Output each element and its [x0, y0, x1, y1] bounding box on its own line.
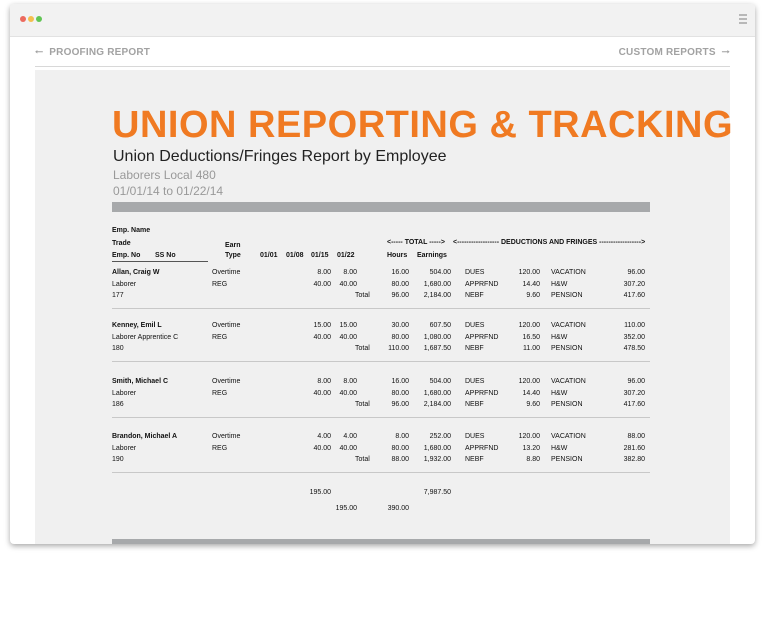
- header-type: Type: [225, 252, 241, 259]
- total-label: Total: [355, 456, 370, 463]
- date-3-hours: 8.00: [317, 378, 331, 385]
- header-earnings: Earnings: [417, 252, 447, 259]
- report-header-bar: [112, 202, 650, 212]
- fringe-name: VACATION: [551, 322, 586, 329]
- fringe-amount: 478.50: [623, 345, 645, 352]
- earn-type: Overtime: [212, 269, 241, 276]
- employee-separator: [112, 472, 650, 473]
- report-preview: [35, 70, 733, 544]
- custom-reports-link[interactable]: [619, 45, 730, 62]
- earn-type: REG: [212, 444, 228, 452]
- deduction-amount: 8.80: [526, 456, 540, 463]
- employee-name: Allan, Craig W: [112, 269, 160, 276]
- window-titlebar: [10, 4, 755, 37]
- browser-window: [10, 4, 755, 544]
- total-hours: 88.00: [391, 456, 409, 463]
- date-3-hours: 8.00: [317, 269, 331, 276]
- total-earnings: 2,184.00: [423, 292, 451, 299]
- report-date-range: 01/01/14 to 01/22/14: [113, 184, 224, 198]
- earn-type: Overtime: [212, 322, 241, 329]
- header-hours: Hours: [387, 252, 408, 259]
- total-hours: 80.00: [391, 444, 409, 452]
- employee-trade: Laborer: [112, 444, 137, 452]
- grand-total-date-4: 195.00: [335, 505, 357, 512]
- total-hours: 8.00: [395, 433, 409, 440]
- report-navigation: [35, 36, 730, 67]
- deduction-amount: 11.00: [523, 345, 540, 352]
- fringe-amount: 96.00: [627, 269, 645, 276]
- total-hours: 16.00: [391, 269, 409, 276]
- date-3-hours: 40.00: [313, 389, 331, 397]
- total-earnings: 607.50: [429, 322, 451, 329]
- total-earnings: 1,687.50: [423, 345, 451, 352]
- header-emp-no: Emp. No: [112, 252, 141, 259]
- header-ss-no: SS No: [155, 252, 176, 259]
- total-hours: 80.00: [391, 280, 409, 288]
- custom-reports-label: CUSTOM REPORTS: [618, 47, 716, 58]
- employee-trade: Laborer: [112, 389, 137, 397]
- total-hours: 96.00: [391, 292, 409, 299]
- header-trade: Trade: [112, 240, 131, 247]
- earn-type: REG: [212, 389, 228, 397]
- total-label: Total: [355, 345, 370, 352]
- date-4-hours: 40.00: [339, 389, 357, 397]
- date-4-hours: 8.00: [343, 269, 357, 276]
- report-footer-bar: [112, 539, 650, 544]
- deduction-amount: 16.50: [522, 333, 540, 341]
- header-underline: [112, 261, 208, 262]
- fringe-name: PENSION: [551, 292, 583, 299]
- minimize-window-button[interactable]: [28, 16, 34, 22]
- fringe-name: PENSION: [551, 456, 583, 463]
- deduction-amount: 9.60: [526, 401, 540, 408]
- deduction-name: DUES: [465, 269, 485, 276]
- proofing-report-label: PROOFING REPORT: [49, 47, 151, 58]
- employee-number: 186: [112, 401, 124, 408]
- deduction-name: NEBF: [465, 345, 484, 352]
- fringe-amount: 352.00: [623, 333, 645, 341]
- fringe-amount: 281.60: [623, 444, 645, 452]
- hamburger-icon[interactable]: [739, 14, 747, 24]
- deduction-amount: 9.60: [526, 292, 540, 299]
- date-3-hours: 15.00: [313, 322, 331, 329]
- date-4-hours: 15.00: [339, 322, 357, 329]
- date-4-hours: 40.00: [339, 333, 357, 341]
- deduction-name: DUES: [465, 378, 485, 385]
- total-hours: 80.00: [391, 333, 409, 341]
- deduction-name: APPRFND: [465, 280, 499, 288]
- date-4-hours: 4.00: [343, 433, 357, 440]
- total-earnings: 504.00: [429, 269, 451, 276]
- report-local: Laborers Local 480: [113, 168, 216, 182]
- header-date-2: 01/08: [286, 252, 304, 259]
- date-3-hours: 40.00: [313, 280, 331, 288]
- fringe-name: VACATION: [551, 433, 586, 440]
- deduction-name: APPRFND: [465, 389, 499, 397]
- maximize-window-button[interactable]: [36, 16, 42, 22]
- fringe-name: H&W: [551, 389, 568, 397]
- deduction-amount: 14.40: [522, 389, 540, 397]
- total-hours: 30.00: [391, 322, 409, 329]
- fringe-name: VACATION: [551, 269, 586, 276]
- fringe-amount: 110.00: [624, 322, 645, 329]
- fringe-amount: 382.80: [623, 456, 645, 463]
- employee-number: 180: [112, 345, 124, 352]
- employee-name: Brandon, Michael A: [112, 433, 178, 440]
- fringe-name: PENSION: [551, 345, 583, 352]
- grand-total-hours: 390.00: [387, 505, 409, 512]
- date-3-hours: 4.00: [317, 433, 331, 440]
- fringe-amount: 417.60: [623, 292, 645, 299]
- fringe-amount: 307.20: [623, 389, 645, 397]
- arrow-left-icon: 🠀: [35, 47, 44, 58]
- total-hours: 96.00: [391, 401, 409, 408]
- report-subtitle: Union Deductions/Fringes Report by Employee: [113, 148, 447, 165]
- fringe-amount: 307.20: [623, 280, 645, 288]
- deduction-name: NEBF: [465, 456, 484, 463]
- grand-total-date-3: 195.00: [309, 489, 331, 496]
- total-earnings: 252.00: [429, 433, 451, 440]
- close-window-button[interactable]: [20, 16, 26, 22]
- total-label: Total: [355, 292, 370, 299]
- deduction-name: APPRFND: [465, 333, 499, 341]
- fringe-name: VACATION: [551, 378, 586, 385]
- employee-name: Kenney, Emil L: [112, 322, 162, 329]
- earn-type: REG: [212, 333, 228, 341]
- header-deductions-group: <------------------ DEDUCTIONS AND FRINGES ------------------>: [453, 239, 646, 246]
- deduction-amount: 13.20: [522, 444, 540, 452]
- fringe-name: H&W: [551, 280, 568, 288]
- employee-separator: [112, 308, 650, 309]
- earn-type: Overtime: [212, 378, 241, 385]
- header-date-3: 01/15: [311, 252, 329, 259]
- header-date-4: 01/22: [337, 252, 355, 259]
- fringe-name: PENSION: [551, 401, 583, 408]
- date-4-hours: 40.00: [339, 444, 357, 452]
- earn-type: REG: [212, 280, 228, 288]
- total-label: Total: [355, 401, 370, 408]
- grand-total-earnings: 7,987.50: [423, 489, 451, 496]
- header-date-1: 01/01: [260, 252, 278, 259]
- employee-number: 177: [112, 292, 124, 299]
- date-4-hours: 8.00: [343, 378, 357, 385]
- proofing-report-link[interactable]: [35, 45, 150, 62]
- fringe-name: H&W: [551, 333, 568, 341]
- employee-separator: [112, 417, 650, 418]
- deduction-amount: 120.00: [518, 269, 540, 276]
- deduction-amount: 120.00: [518, 433, 540, 440]
- date-3-hours: 40.00: [313, 333, 331, 341]
- total-earnings: 1,680.00: [423, 280, 451, 288]
- total-hours: 80.00: [391, 389, 409, 397]
- fringe-amount: 88.00: [627, 433, 645, 440]
- total-hours: 16.00: [391, 378, 409, 385]
- fringe-amount: 417.60: [623, 401, 645, 408]
- deduction-name: APPRFND: [465, 444, 499, 452]
- fringe-amount: 96.00: [627, 378, 645, 385]
- header-earn: Earn: [225, 242, 241, 249]
- earn-type: Overtime: [212, 433, 241, 440]
- deduction-amount: 14.40: [522, 280, 540, 288]
- total-earnings: 1,680.00: [423, 389, 451, 397]
- employee-name: Smith, Michael C: [112, 378, 169, 385]
- fringe-name: H&W: [551, 444, 568, 452]
- total-earnings: 504.00: [429, 378, 451, 385]
- report-title: UNION REPORTING & TRACKING: [112, 104, 733, 146]
- deduction-name: DUES: [465, 433, 485, 440]
- header-total-group: <----- TOTAL ----->: [387, 239, 445, 246]
- total-earnings: 1,680.00: [423, 444, 451, 452]
- total-earnings: 1,080.00: [423, 333, 451, 341]
- deduction-name: NEBF: [465, 401, 484, 408]
- total-earnings: 1,932.00: [423, 456, 451, 463]
- date-4-hours: 40.00: [339, 280, 357, 288]
- deduction-name: NEBF: [465, 292, 484, 299]
- header-emp-name: Emp. Name: [112, 227, 151, 234]
- employee-number: 190: [112, 456, 124, 463]
- total-earnings: 2,184.00: [423, 401, 451, 408]
- employee-trade: Laborer: [112, 280, 137, 288]
- deduction-amount: 120.00: [518, 378, 540, 385]
- employee-separator: [112, 361, 650, 362]
- deduction-amount: 120.00: [518, 322, 540, 329]
- arrow-right-icon: 🠂: [721, 47, 730, 58]
- deduction-name: DUES: [465, 322, 485, 329]
- date-3-hours: 40.00: [313, 444, 331, 452]
- total-hours: 110.00: [388, 345, 409, 352]
- employee-trade: Laborer Apprentice C: [112, 333, 179, 341]
